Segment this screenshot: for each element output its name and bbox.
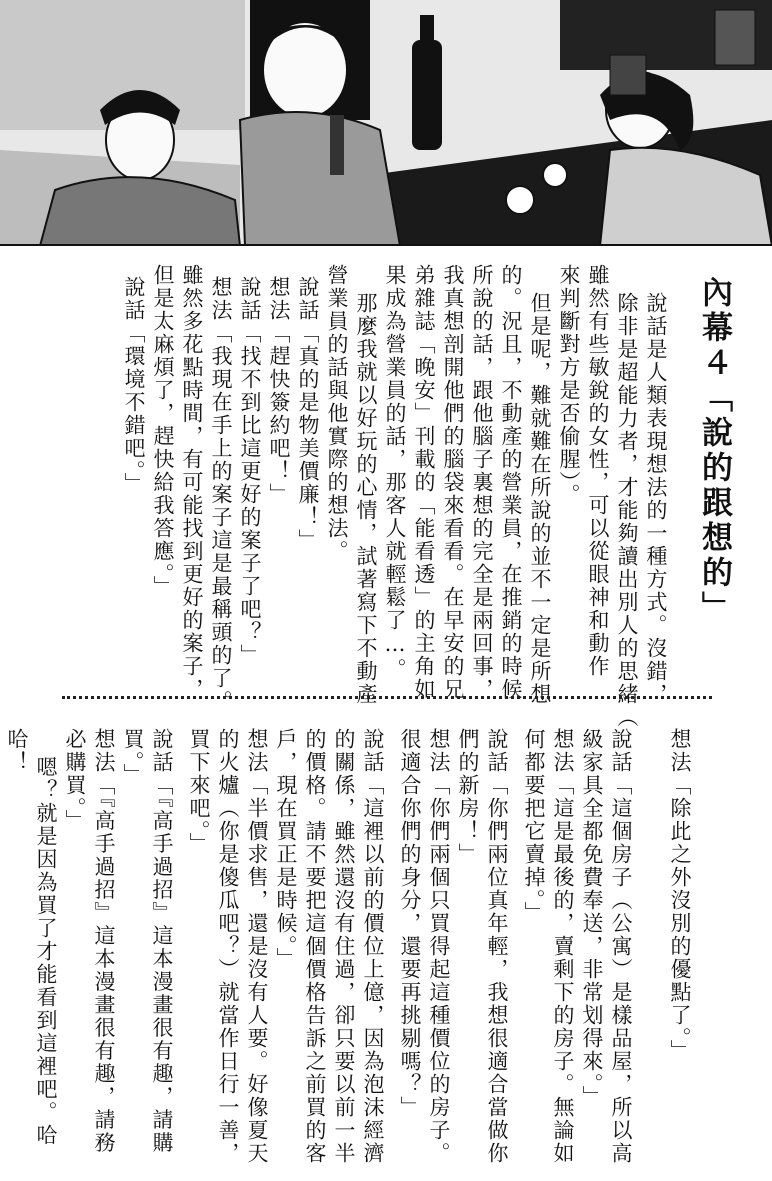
text-column: 的。況且，不動產的營業員，在推銷的時候 (499, 264, 523, 701)
text-column: 所說的話，跟他腦子裏想的完全是兩回事， (470, 264, 494, 701)
text-column: 的價格。請不要把這個價格告訴之前買的客 (303, 728, 327, 1165)
text-column: 說話「這個房子（公寓）是樣品屋，所以高 (609, 728, 633, 1165)
text-column: 我真想剖開他們的腦袋來看看。在早安的兄 (441, 264, 465, 701)
text-column: 雖然有些敏銳的女性，可以從眼神和動作 (586, 264, 610, 678)
bottle-shape (412, 40, 442, 150)
text-column: 想法「你們兩個只買得起這種價位的房子。 (427, 728, 451, 1165)
text-column: 何都要把它賣掉。」 (522, 728, 546, 925)
dotted-divider (62, 696, 712, 699)
text-column: 戶，現在買正是時候。」 (274, 728, 298, 971)
text-column: 想法「半價求售，還是沒有人要。好像夏天 (245, 728, 269, 1165)
text-column: 很適合你們的身分，還要再挑剔嗎？」 (398, 728, 422, 1119)
text-column: 的關係，雖然還沒有住過，卻只要以前一半 (332, 728, 356, 1165)
text-column: 說話「真的是物美價廉！」 (296, 276, 320, 552)
text-column: 雖然多花點時間，有可能找到更好的案子， (180, 264, 204, 701)
text-column: 說話是人類表現想法的一種方式。沒錯， (644, 292, 668, 706)
text-column: 買。」 (121, 728, 145, 787)
text-column: 但是呢，難就難在所說的並不一定是所想 (528, 292, 552, 706)
text-column: 那麼我就以好玩的心情，試著寫下不動產 (354, 292, 378, 706)
text-column: 說話「你們兩位真年輕，我想很適合當做你 (485, 728, 509, 1165)
text-column: 級家具全都免費奉送，非常划得來。」 (580, 728, 604, 1109)
text-column: 們的新房！」 (456, 728, 480, 866)
text-column: 買下來吧。」 (187, 728, 211, 856)
text-column: 說話「這裡以前的價位上億，因為泡沫經濟 (361, 728, 385, 1165)
article-title: 內幕４「說的跟想的」 (696, 276, 732, 626)
bar-scene-drawing (0, 0, 772, 246)
text-column: 但是太麻煩了，趕快給我答應。」 (151, 264, 175, 599)
article-text (0, 250, 772, 1181)
text-column: 果成為營業員的話，那客人就輕鬆了…。 (383, 264, 407, 681)
manga-illustration (0, 0, 772, 246)
text-column: 想法「趕快簽約吧！」 (267, 276, 291, 506)
text-column: 想法「這是最後的，賣剩下的房子。無論如 (551, 728, 575, 1165)
text-column: 弟雜誌「晚安」刊載的「能看透」的主角如 (412, 264, 436, 701)
text-column: 想法「除此之外沒別的優點了。」 (668, 728, 692, 1063)
text-column: 說話「環境不錯吧。」 (122, 276, 146, 496)
text-column: 的火爐（你是傻瓜吧？）就當作日行一善， (216, 728, 240, 1165)
text-column: 必購買。」 (63, 728, 87, 833)
text-column: 除非是超能力者，才能夠讀出別人的思緒（ (615, 292, 639, 729)
middle-man-suit (240, 112, 400, 246)
text-column: 想法「『高手過招』這本漫畫很有趣，請務 (92, 728, 116, 1155)
text-column: 哈！ (5, 728, 29, 774)
text-column: 想法「我現在手上的案子這是最稱頭的了。 (209, 276, 233, 713)
text-column: 說話「找不到比這更好的案子了吧？」 (238, 276, 262, 667)
text-column: 來判斷對方是否偷腥）。 (557, 264, 581, 507)
text-column: 嗯？就是因為買了才能看到這裡吧。哈 (34, 756, 58, 1147)
text-column: 說話「『高手過招』這本漫畫很有趣，請購 (150, 728, 174, 1155)
text-column: 營業員的話與他實際的想法。 (325, 264, 349, 563)
